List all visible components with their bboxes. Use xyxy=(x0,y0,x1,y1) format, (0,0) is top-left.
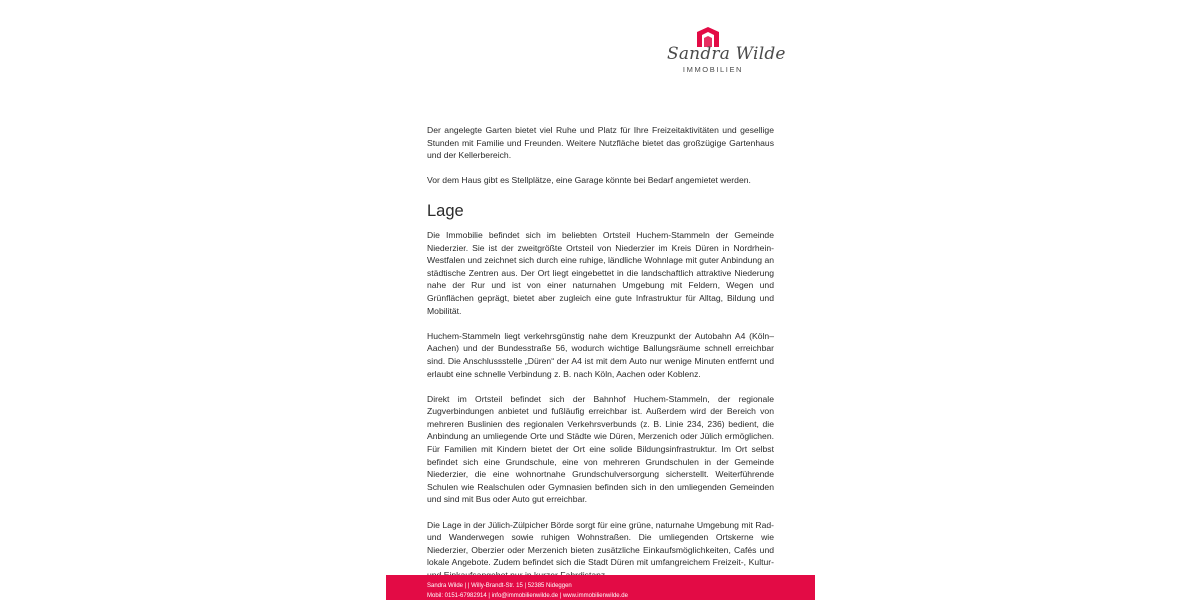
lage-paragraph-traffic: Huchem-Stammeln liegt verkehrsgünstig nahe dem Kreuzpunkt der Autobahn A4 (Köln–Aachen) und der Bundesstraße 56, wodurch wichtige Ballungsräume schnell erreichbar sind. Die Anschlussstelle „Düren“ der A4 ist mit dem Auto nur wenige Minuten entfernt und erlaubt eine schnelle Verbindung z. B. nach Köln, Aachen oder Koblenz. xyxy=(427,330,774,379)
company-logo xyxy=(667,26,786,76)
lage-paragraph-surroundings: Die Lage in der Jülich-Zülpicher Börde sorgt für eine grüne, naturnahe Umgebung mit Rad- und Wanderwegen sowie ruhigen Wohnstraßen. Die umliegenden Ortskerne wie Niederzier, Oberzier oder Merzenich bieten zusätzliche Einkaufsmöglichkeiten, Cafés und lokale Angebote. Zudem befindet sich die Stadt Düren mit umfangreichem Freizeit-, Kultur- xyxy=(427,519,774,568)
document-body xyxy=(427,124,774,582)
document-page xyxy=(386,0,815,600)
footer-bar xyxy=(386,575,815,600)
intro-paragraph-parking: Vor dem Haus gibt es Stellplätze, eine Garage könnte bei Bedarf angemietet werden. xyxy=(427,175,751,186)
footer-address: Sandra Wilde | | Willy-Brandt-Str. 15 | 52385 Nideggen xyxy=(427,583,572,589)
footer-contact: Mobil: 0151-67982914 | info@immobilienwilde.de | www.immobilienwilde.de xyxy=(427,593,628,599)
lage-paragraph-location: Die Immobilie befindet sich im beliebten Ortsteil Huchem-Stammeln der Gemeinde Niederzier. Sie ist der zweitgrößte Ortsteil von Niederzier im Kreis Düren in Nordrhein-Westfalen und zeichnet sich durch eine ruhige, ländliche Wohnlage mit guter Anbindung an städtische Zentren aus. Der Ort liegt eingebettet in die landschaftlich attraktive Niederung nahe der Rur und ist von einer naturnahen Umgebung mit Feldern, Wegen und Grünflächen geprägt, bietet aber zugleich eine gute Infrastruktur für Alltag, Bildung und Mobilität. xyxy=(427,229,774,316)
logo-name: Sandra Wilde xyxy=(667,44,786,64)
lage-paragraph-transport-schools: Direkt im Ortsteil befindet sich der Bahnhof Huchem-Stammeln, der regionale Zugverbindungen anbietet und fußläufig erreichbar ist. Außerdem wird der Bereich von mehreren Buslinien des regionalen Verkehrsverbunds (z. B. Linie 234, 236) bedient, die Anbindung an umliegende Orte und Städte wie Düren, Merzenich oder Jülich ermöglichen. Für Familien mit Kindern bietet der Ort eine solide Bildungsinfrastruktur. Im Ort selbst befindet sich eine Grundschule, eine von mehreren Grundschulen in der Gemeinde Niederzier, die eine wohnortnahe Grundschulversorgung sicherstellt. Weiterführende Schulen wie Realschulen oder Gymnasien befinden sich in den umliegenden Gemeinden und sind mit Bus oder Auto gut erreichbar. xyxy=(427,393,774,505)
section-heading-lage: Lage xyxy=(427,201,464,220)
logo-subtitle: IMMOBILIEN xyxy=(682,65,744,74)
intro-paragraph-garden: Der angelegte Garten bietet viel Ruhe und Platz für Ihre Freizeitaktivitäten und gesellige Stunden mit Familie und Freunden. Weitere Nutzfläche bietet das großzügige Gartenhaus und der Kellerbereich. xyxy=(427,125,774,161)
